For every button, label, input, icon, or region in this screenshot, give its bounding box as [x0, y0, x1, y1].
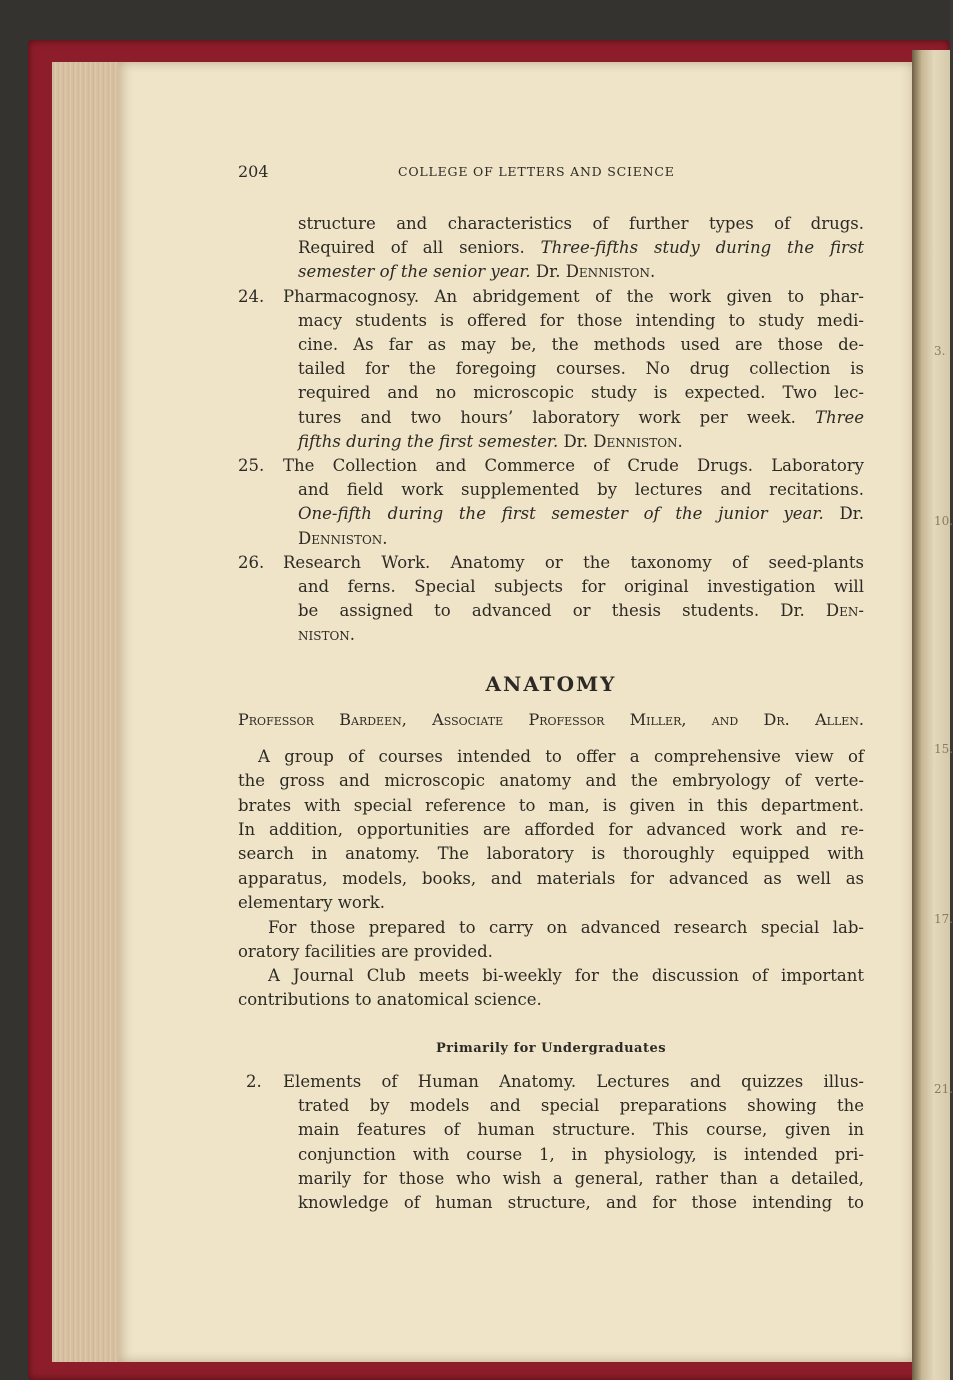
text-run: macy students is offered for those intending to study medi-	[298, 310, 864, 330]
intro-line: For those prepared to carry on advanced research special lab-	[268, 918, 864, 937]
text-run: be assigned to advanced or thesis students. Dr.	[298, 601, 826, 621]
text-line	[298, 333, 864, 357]
text-run: Dr.	[530, 262, 566, 282]
text-run: tailed for the foregoing courses. No drug collection is	[298, 359, 864, 379]
intro-line: A group of courses intended to offer a comprehensive view of	[258, 747, 864, 766]
text-line	[298, 502, 864, 526]
faculty-line: Professor Bardeen, Associate Professor Miller, and Dr. Allen.	[238, 710, 864, 729]
italic-run: One-fifth during the first semester of the junior year.	[298, 504, 824, 524]
intro-line: search in anatomy. The laboratory is thoroughly equipped with	[238, 844, 864, 863]
text-line: main features of human structure. This course, given in	[298, 1120, 864, 1140]
gutter-mark: 17.	[934, 912, 953, 926]
text-run: and field work supplemented by lectures and recitations.	[298, 480, 864, 500]
text-run: tures and two hours’ laboratory work per week.	[298, 407, 815, 427]
small-caps-run: Denniston.	[298, 528, 388, 548]
text-line	[298, 430, 683, 454]
intro-line: In addition, opportunities are afforded for advanced work and re-	[238, 820, 864, 839]
italic-run: semester of the senior year.	[298, 262, 531, 282]
text-line	[298, 212, 864, 236]
intro-line: elementary work.	[238, 893, 385, 912]
text-line	[283, 454, 864, 478]
italic-run: Three	[814, 407, 864, 427]
text-line	[298, 381, 864, 405]
small-caps-run: Denniston.	[565, 262, 656, 282]
text-line	[283, 285, 864, 309]
gutter-mark: 10.	[934, 514, 953, 528]
text-line	[298, 623, 355, 647]
text-line	[298, 357, 864, 381]
text-run: Pharmacognosy. An abridgement of the work given to phar-	[283, 286, 864, 306]
text-line	[298, 527, 388, 551]
course-number: 25.	[238, 456, 265, 475]
text-run: Dr.	[823, 504, 864, 524]
text-line	[298, 260, 655, 284]
italic-run: Three-fifths study during the first	[540, 238, 864, 258]
italic-run: fifths during the first semester.	[298, 431, 559, 451]
text-run: Required of all seniors.	[298, 238, 541, 258]
gutter-mark: 21.	[934, 1082, 953, 1096]
small-caps-run: Den-	[825, 601, 864, 621]
text-run: Research Work. Anatomy or the taxonomy of seed-plants	[283, 552, 864, 572]
gutter-mark: 3.	[934, 344, 946, 358]
course-number: 24.	[238, 286, 265, 306]
text-line: marily for those who wish a general, rather than a detailed,	[298, 1168, 864, 1188]
text-line	[298, 406, 864, 430]
text-line	[298, 575, 864, 599]
text-run: cine. As far as may be, the methods used are those de-	[298, 335, 864, 354]
facing-page-gutter	[912, 50, 950, 1380]
course-number: 26.	[238, 552, 265, 572]
text-line	[298, 236, 864, 260]
intro-line: oratory facilities are provided.	[238, 942, 493, 961]
text-line	[283, 551, 864, 575]
text-line	[298, 599, 864, 623]
intro-line: the gross and microscopic anatomy and the embryology of verte-	[238, 771, 864, 790]
intro-line: brates with special reference to man, is given in this department.	[238, 796, 864, 815]
text-run: Dr.	[558, 431, 594, 451]
gutter-mark: 15.	[934, 742, 953, 756]
text-line: Elements of Human Anatomy. Lectures and quizzes illus-	[283, 1072, 864, 1091]
text-run: required and no microscopic study is expected. Two lec-	[298, 383, 864, 403]
text-run: and ferns. Special subjects for original investigation will	[298, 577, 864, 596]
page-number: 204	[238, 162, 269, 181]
text-line: trated by models and special preparations showing the	[298, 1096, 864, 1116]
running-head: COLLEGE OF LETTERS AND SCIENCE	[398, 164, 675, 179]
text-run: structure and characteristics of further types of drugs.	[298, 214, 864, 233]
text-line: knowledge of human structure, and for those intending to	[298, 1193, 864, 1212]
intro-line: apparatus, models, books, and materials for advanced as well as	[238, 869, 864, 888]
small-caps-run: Denniston.	[593, 431, 683, 451]
text-line	[298, 309, 864, 333]
text-line	[298, 478, 864, 502]
section-title: ANATOMY	[485, 672, 617, 696]
subsection-title: Primarily for Undergraduates	[435, 1041, 667, 1056]
intro-line: contributions to anatomical science.	[238, 990, 542, 1009]
text-line: conjunction with course 1, in physiology, is intended pri-	[298, 1144, 864, 1164]
page-edges	[52, 62, 122, 1362]
text-run: The Collection and Commerce of Crude Drugs. Laboratory	[283, 456, 864, 475]
intro-line: A Journal Club meets bi-weekly for the discussion of important	[268, 966, 864, 985]
small-caps-run: niston.	[298, 625, 356, 645]
course-number: 2.	[246, 1072, 262, 1091]
